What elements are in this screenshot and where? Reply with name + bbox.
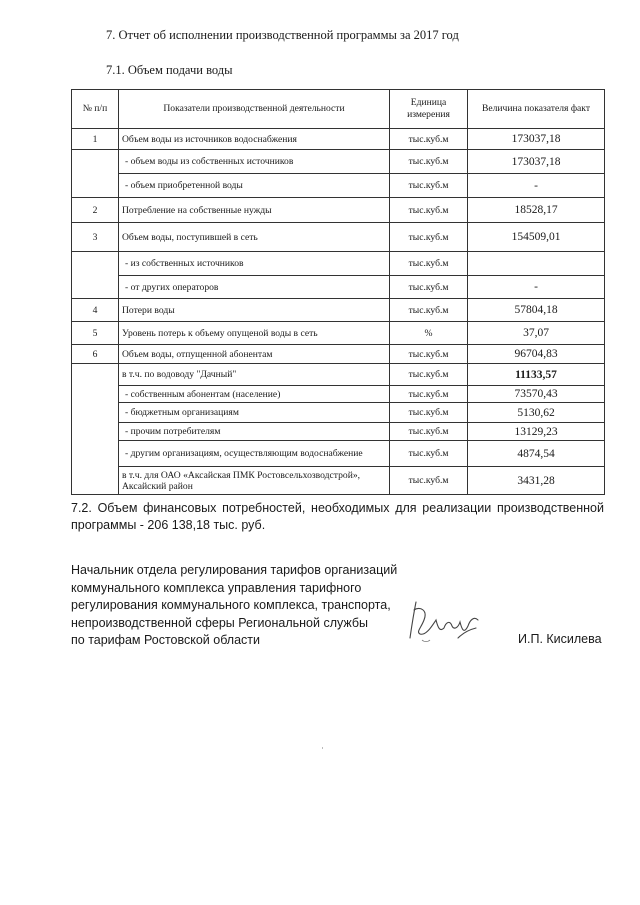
row-name: Объем воды, отпущенной абонентам <box>119 345 390 364</box>
table-row <box>72 174 605 198</box>
row-unit: тыс.куб.м <box>390 403 468 423</box>
row-name: - объем воды из собственных источников <box>119 150 390 174</box>
row-name: - другим организациям, осуществляющим водоснабжение <box>119 441 390 467</box>
table-row <box>72 403 605 423</box>
row-value: 3431,28 <box>468 467 605 495</box>
subsection-title: 7.1. Объем подачи воды <box>106 63 233 77</box>
row-value: 11133,57 <box>468 364 605 386</box>
header-indicator: Показатели производственной деятельности <box>119 90 390 129</box>
row-num: 4 <box>72 299 119 322</box>
row-name: Потребление на собственные нужды <box>119 198 390 223</box>
row-unit: тыс.куб.м <box>390 441 468 467</box>
table-row <box>72 299 605 322</box>
row-name: в т.ч. для ОАО «Аксайская ПМК Ростовсельхозводстрой», Аксайский район <box>119 467 390 495</box>
row-value: 96704,83 <box>468 345 605 364</box>
table-row <box>72 441 605 467</box>
row-value <box>468 252 605 276</box>
row-unit: тыс.куб.м <box>390 150 468 174</box>
row-unit: тыс.куб.м <box>390 467 468 495</box>
row-num: 5 <box>72 322 119 345</box>
row-value: 5130,62 <box>468 403 605 423</box>
row-name: в т.ч. по водоводу "Дачный" <box>119 364 390 386</box>
row-unit: % <box>390 322 468 345</box>
row-value: - <box>468 174 605 198</box>
row-name: - собственным абонентам (население) <box>119 386 390 403</box>
header-value: Величина показателя факт <box>468 90 605 129</box>
row-name: Объем воды, поступившей в сеть <box>119 223 390 252</box>
row-unit: тыс.куб.м <box>390 423 468 441</box>
table-row <box>72 322 605 345</box>
table-row <box>72 198 605 223</box>
row-value: 173037,18 <box>468 150 605 174</box>
table-row <box>72 467 605 495</box>
row-value: 37,07 <box>468 322 605 345</box>
header-unit: Единица измерения <box>390 90 468 129</box>
table-row <box>72 423 605 441</box>
row-value: 18528,17 <box>468 198 605 223</box>
row-name: - объем приобретенной воды <box>119 174 390 198</box>
row-value: - <box>468 276 605 299</box>
header-num: № п/п <box>72 90 119 129</box>
signatory-name: И.П. Кисилева <box>518 632 602 646</box>
row-num <box>72 252 119 299</box>
row-value: 73570,43 <box>468 386 605 403</box>
row-unit: тыс.куб.м <box>390 299 468 322</box>
row-unit: тыс.куб.м <box>390 345 468 364</box>
financial-paragraph: 7.2. Объем финансовых потребностей, необходимых для реализации производственной программы - 206 138,18 тыс. руб. <box>71 501 604 532</box>
table-row <box>72 276 605 299</box>
row-num: 2 <box>72 198 119 223</box>
row-value: 154509,01 <box>468 223 605 252</box>
water-supply-table <box>71 89 605 495</box>
position-line: Начальник отдела регулирования тарифов организаций <box>71 563 398 577</box>
row-name: Потери воды <box>119 299 390 322</box>
signature-position <box>71 562 397 650</box>
position-line: коммунального комплекса управления тарифного <box>71 580 362 595</box>
row-num: 6 <box>72 345 119 364</box>
table-row <box>72 129 605 150</box>
row-value: 57804,18 <box>468 299 605 322</box>
position-line: регулирования коммунального комплекса, транспорта, <box>71 598 391 612</box>
row-unit: тыс.куб.м <box>390 386 468 403</box>
row-name: - от других операторов <box>119 276 390 299</box>
row-unit: тыс.куб.м <box>390 252 468 276</box>
position-line: непроизводственной сферы Региональной службы <box>71 615 369 630</box>
row-name: - из собственных источников <box>119 252 390 276</box>
row-unit: тыс.куб.м <box>390 174 468 198</box>
row-unit: тыс.куб.м <box>390 198 468 223</box>
row-unit: тыс.куб.м <box>390 276 468 299</box>
table-row <box>72 252 605 276</box>
row-name: Объем воды из источников водоснабжения <box>119 129 390 150</box>
table-row <box>72 223 605 252</box>
table-header-row <box>72 90 605 129</box>
table-row <box>72 364 605 386</box>
row-unit: тыс.куб.м <box>390 223 468 252</box>
row-name: Уровень потерь к объему опущеной воды в сеть <box>119 322 390 345</box>
row-num <box>72 364 119 495</box>
row-value: 173037,18 <box>468 129 605 150</box>
row-value: 4874,54 <box>468 441 605 467</box>
row-name: - прочим потребителям <box>119 423 390 441</box>
row-value: 13129,23 <box>468 423 605 441</box>
position-line: по тарифам Ростовской области <box>71 633 261 647</box>
row-unit: тыс.куб.м <box>390 364 468 386</box>
table-row <box>72 150 605 174</box>
row-num <box>72 150 119 198</box>
scan-speck <box>322 747 323 749</box>
section-title: 7. Отчет об исполнении производственной программы за 2017 год <box>106 28 459 42</box>
row-num: 1 <box>72 129 119 150</box>
handwritten-signature <box>398 590 488 650</box>
row-unit: тыс.куб.м <box>390 129 468 150</box>
row-num: 3 <box>72 223 119 252</box>
table-row <box>72 345 605 364</box>
row-name: - бюджетным организациям <box>119 403 390 423</box>
table-row <box>72 386 605 403</box>
